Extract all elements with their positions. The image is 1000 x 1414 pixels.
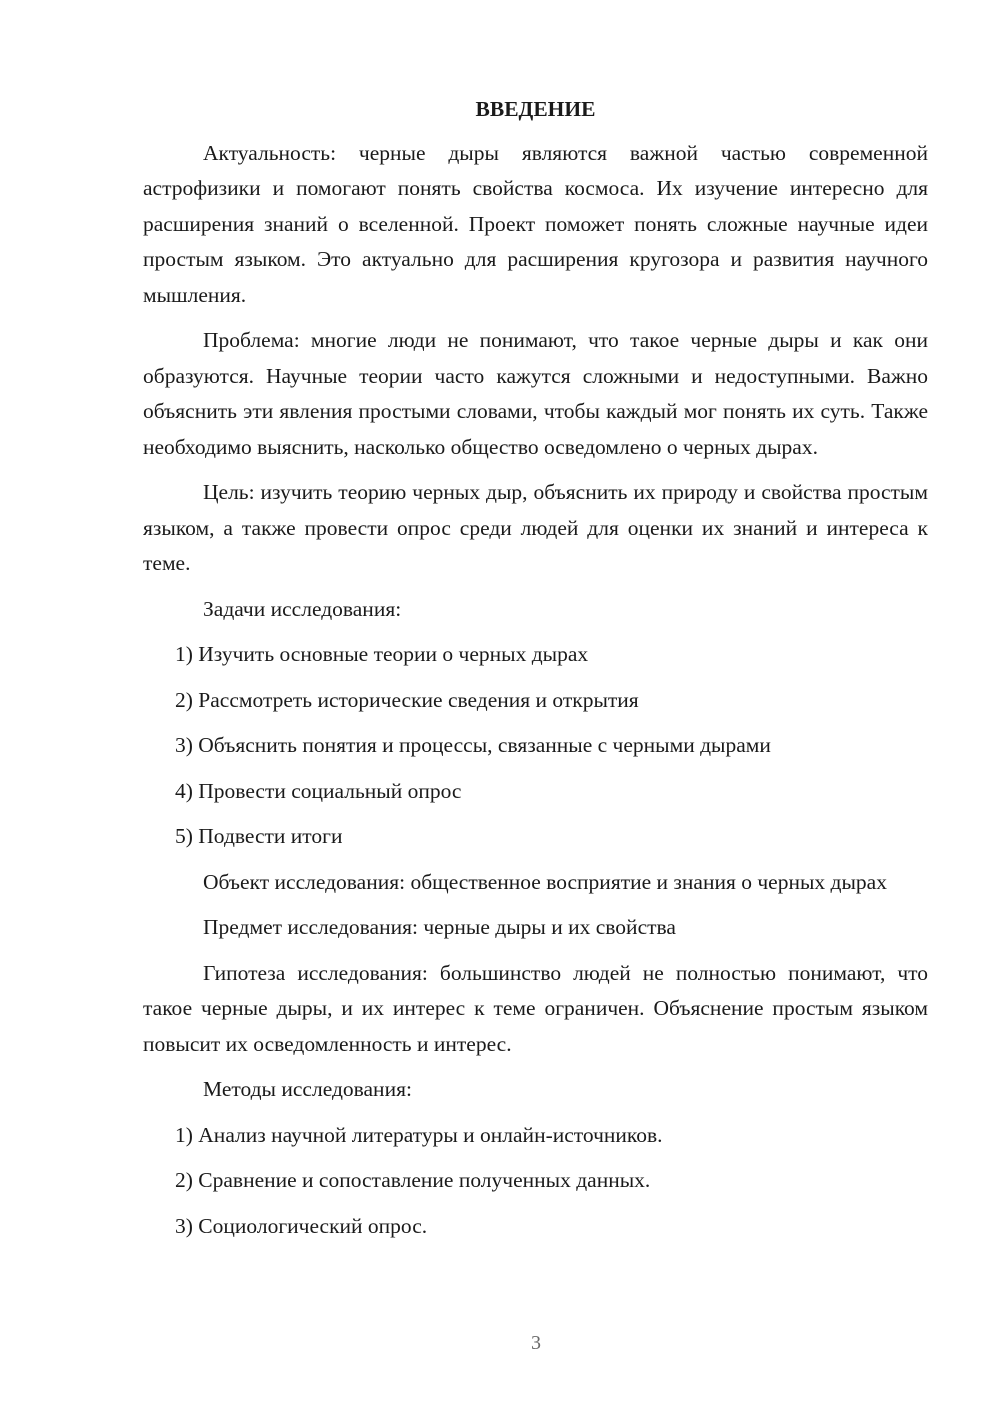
paragraph-goal: Цель: изучить теорию черных дыр, объяснить их природу и свойства простым языком, а также провести опрос среди людей для оценки их знаний и интереса к теме. (143, 480, 928, 575)
methods-list (143, 1118, 928, 1245)
list-item: 1) Анализ научной литературы и онлайн-источников. (175, 1122, 663, 1147)
list-item: 2) Рассмотреть исторические сведения и открытия (175, 687, 639, 712)
methods-heading: Методы исследования: (203, 1077, 412, 1101)
tasks-list (143, 637, 928, 855)
page-number: 3 (531, 1332, 541, 1354)
paragraph-object: Объект исследования: общественное восприятие и знания о черных дырах (203, 869, 887, 894)
list-item: 1) Изучить основные теории о черных дырах (175, 642, 589, 666)
document-page (143, 92, 928, 1254)
list-item: 2) Сравнение и сопоставление полученных данных. (175, 1168, 651, 1192)
paragraph-hypothesis: Гипотеза исследования: большинство людей не полностью понимают, что такое черные дыры, и их интерес к теме ограничен. Объяснение простым языком повысит их осведомленность и интерес. (143, 960, 928, 1056)
section-title: ВВЕДЕНИЕ (475, 97, 596, 121)
paragraph-relevance: Актуальность: черные дыры являются важной частью современной астрофизики и помогают понять свойства космоса. Их изучение интересно для расширения знаний о вселенной. Проект поможет понять сложные научные идеи простым языком. Это актуально для расширения кругозора и развития научного мышления. (143, 140, 928, 307)
paragraph-subject: Предмет исследования: черные дыры и их свойства (203, 915, 676, 939)
list-item: 4) Провести социальный опрос (175, 778, 462, 803)
tasks-heading: Задачи исследования: (203, 596, 402, 621)
paragraph-problem: Проблема: многие люди не понимают, что такое черные дыры и как они образуются. Научные теории часто кажутся сложными и недоступными. Важно объяснить эти явления простыми словами, чтобы каждый мог понять их суть. Также необходимо выяснить, насколько общество осведомлено о черных дырах. (143, 328, 928, 459)
list-item: 3) Социологический опрос. (175, 1213, 428, 1238)
list-item: 5) Подвести итоги (175, 824, 343, 848)
list-item: 3) Объяснить понятия и процессы, связанные с черными дырами (175, 733, 771, 757)
